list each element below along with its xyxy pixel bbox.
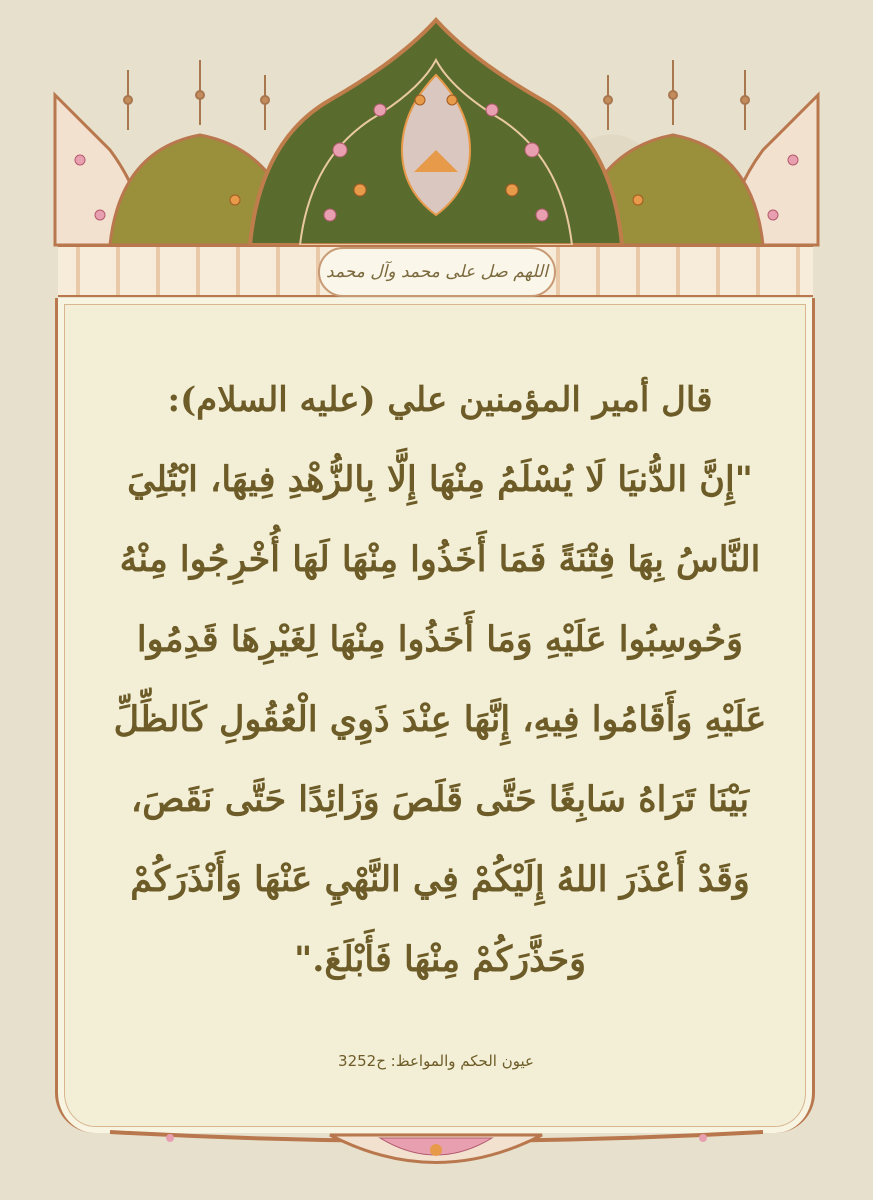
quote-heading: قال أمير المؤمنين علي (عليه السلام): xyxy=(167,380,713,420)
bottom-ornament xyxy=(0,1110,873,1200)
source-citation: عيون الحكم والمواعظ: ح3252 xyxy=(338,1052,534,1070)
hadith-quote xyxy=(95,360,785,1000)
quote-line: وَحَذَّرَكُمْ مِنْهَا فَأَبْلَغَ." xyxy=(293,939,586,980)
quote-line: بَيْنَا تَرَاهُ سَابِغًا حَتَّى قَلَصَ وَزَائِدًا حَتَّى نَقَصَ، xyxy=(130,779,750,820)
quote-line: "إِنَّ الدُّنيَا لَا يُسْلَمُ مِنْهَا إِلَّا بِالزُّهْدِ فِيهَا، ابْتُلِيَ xyxy=(127,459,753,500)
quote-line: النَّاسُ بِهَا فِتْنَةً فَمَا أَخَذُوا مِنْهَا لَهَا أُخْرِجُوا مِنْهُ xyxy=(119,539,761,580)
blessing-calligraphy: اللهم صل على محمد وآل محمد xyxy=(326,262,548,282)
blessing-cartouche xyxy=(318,247,556,297)
quote-line: وَحُوسِبُوا عَلَيْهِ وَمَا أَخَذُوا مِنْهَا لِغَيْرِهَا قَدِمُوا xyxy=(136,619,744,660)
quote-line: وَقَدْ أَعْذَرَ اللهُ إِلَيْكُمْ فِي النَّهْيِ عَنْهَا وَأَنْذَرَكُمْ xyxy=(130,859,750,900)
quote-line: عَلَيْهِ وَأَقَامُوا فِيهِ، إِنَّهَا عِنْدَ ذَوِي الْعُقُولِ كَالظِّلِّ xyxy=(113,699,767,740)
